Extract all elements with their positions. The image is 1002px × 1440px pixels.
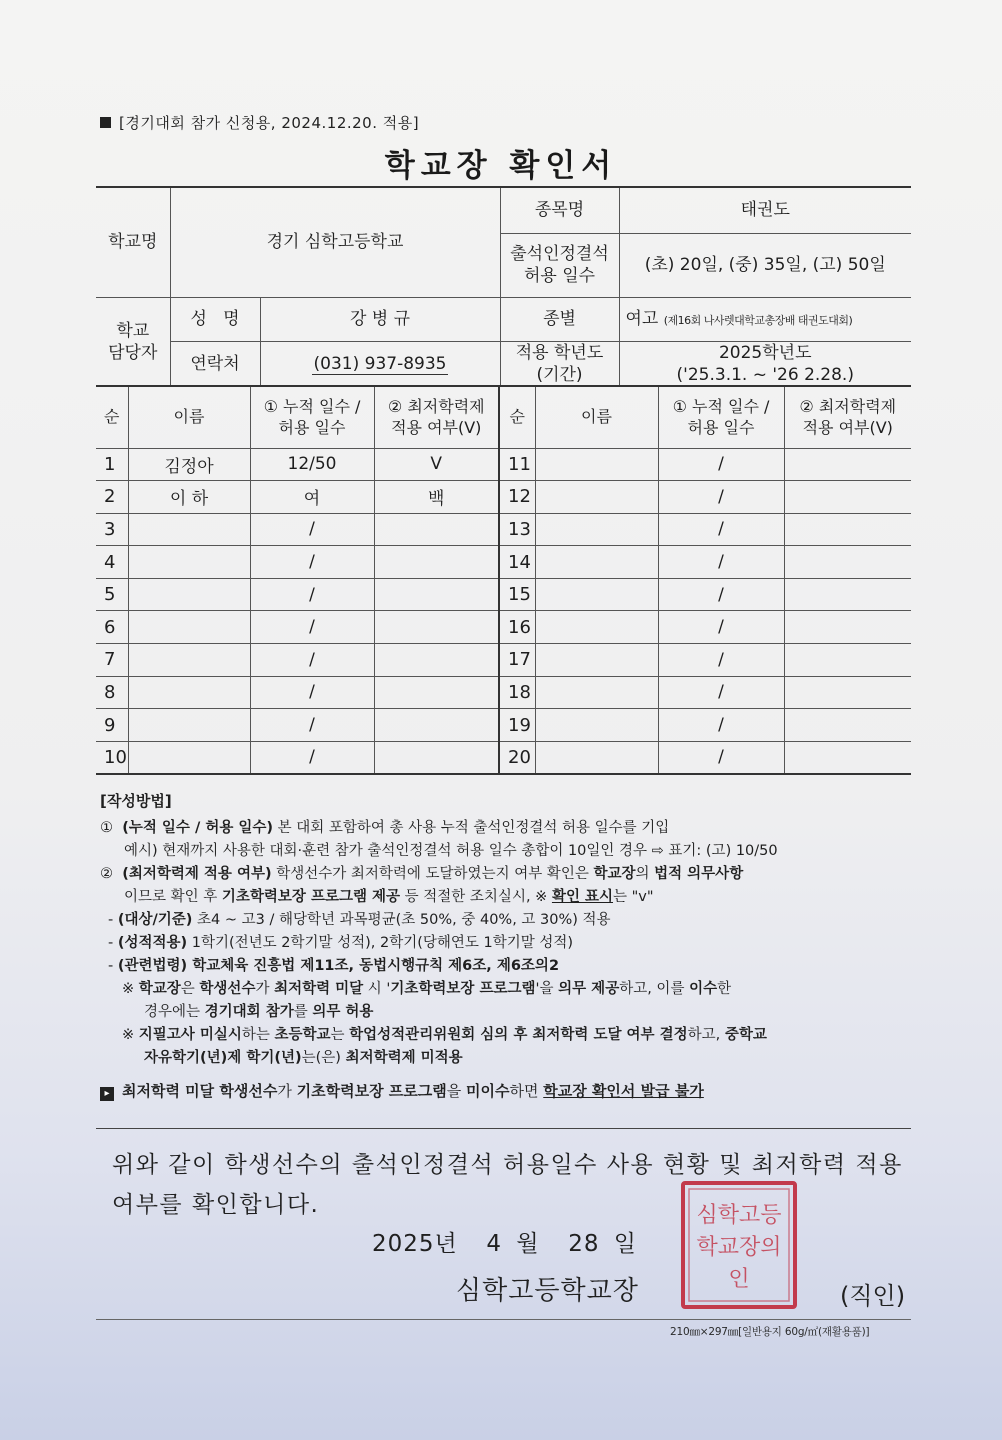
principal-title: 심학고등학교장	[456, 1276, 639, 1306]
row-name	[128, 709, 250, 742]
instruction-item-1: ① (누적 일수 / 허용 일수) 본 대회 포함하여 총 사용 누적 출석인정결석 허용 일수를 기입	[100, 820, 670, 836]
row-no: 3	[96, 513, 128, 546]
instructions	[100, 790, 915, 1103]
row-min	[374, 644, 499, 677]
event-label: 종목명	[500, 187, 619, 233]
confirmation-text: 위와 같이 학생선수의 출석인정결석 허용일수 사용 현황 및 최저학력 적용 여부를 확인합니다.	[112, 1152, 903, 1218]
instruction-grades: - (성적적용) 1학기(전년도 2학기말 성적), 2학기(당해연도 1학기말 성적)	[108, 935, 574, 951]
instruction-item-2-line2: 이므로 확인 후 기초학력보장 프로그램 제공 등 적절한 조치실시, ※ 확인 표시는 "v"	[124, 889, 654, 905]
row-days: /	[658, 611, 784, 644]
instruction-item-2: ② (최저학력제 적용 여부) 학생선수가 최저학력에 도달하였는지 여부 확인은 학교장의 법적 의무사항	[100, 866, 744, 882]
row-days: /	[658, 481, 784, 514]
instruction-ref-2-line2: 자유학기(년)제 학기(년)는(은) 최저학력제 미적용	[144, 1050, 463, 1066]
instruction-ref-1: ※ 학교장은 학생선수가 최저학력 미달 시 '기초학력보장 프로그램'을 의무 제공하고, 이를 이수한	[122, 981, 732, 997]
allow-days-label: 출석인정결석 허용 일수	[500, 233, 619, 297]
paper-spec: 210㎜×297㎜[일반용지 60g/㎡(재활용품)]	[670, 1326, 870, 1338]
row-no: 4	[96, 546, 128, 579]
issue-date: 2025년 4 월 28 일	[372, 1231, 637, 1257]
row-name	[535, 644, 658, 677]
row-name	[535, 578, 658, 611]
row-no: 15	[499, 578, 535, 611]
row-name	[535, 513, 658, 546]
row-name	[128, 644, 250, 677]
row-no: 2	[96, 481, 128, 514]
row-min	[784, 709, 911, 742]
row-no: 20	[499, 741, 535, 774]
document-title: 학교장 확인서	[384, 148, 618, 184]
staff-name-value: 강 병 규	[260, 297, 500, 341]
row-min	[784, 513, 911, 546]
row-no: 16	[499, 611, 535, 644]
seal-line-1: 심학고등	[696, 1203, 782, 1228]
row-no: 7	[96, 644, 128, 677]
row-days: /	[658, 644, 784, 677]
row-min: V	[374, 448, 499, 481]
row-no: 18	[499, 676, 535, 709]
table-row	[96, 709, 911, 742]
row-days: /	[658, 709, 784, 742]
row-days: /	[250, 676, 374, 709]
row-no: 8	[96, 676, 128, 709]
table-row	[96, 448, 911, 481]
row-min	[784, 676, 911, 709]
header-name-right: 이름	[535, 386, 658, 448]
row-days: /	[250, 644, 374, 677]
row-name	[535, 709, 658, 742]
row-min	[784, 448, 911, 481]
row-name	[535, 448, 658, 481]
row-days: /	[250, 546, 374, 579]
year-label: 적용 학년도 (기간)	[500, 341, 619, 386]
row-days: /	[250, 709, 374, 742]
row-no: 19	[499, 709, 535, 742]
instruction-target: - (대상/기준) 초4 ~ 고3 / 해당학년 과목평균(초 50%, 중 40%, 고 30%) 적용	[108, 912, 611, 928]
row-name	[535, 481, 658, 514]
seal-line-2: 학교장의	[696, 1235, 782, 1260]
row-name	[535, 546, 658, 579]
header-name-left: 이름	[128, 386, 250, 448]
staff-label: 학교 담당자	[96, 297, 170, 386]
header-days-right: ① 누적 일수 / 허용 일수	[658, 386, 784, 448]
header-min-left: ② 최저학력제 적용 여부(V)	[374, 386, 499, 448]
instructions-heading: [작성방법]	[100, 792, 172, 810]
row-days: /	[658, 546, 784, 579]
row-days: /	[250, 578, 374, 611]
row-no: 14	[499, 546, 535, 579]
arrow-box-icon: ▸	[100, 1087, 114, 1101]
staff-name-label: 성 명	[170, 297, 260, 341]
row-days: 여	[250, 481, 374, 514]
row-min	[784, 611, 911, 644]
row-min	[784, 578, 911, 611]
table-row	[96, 481, 911, 514]
table-row	[96, 578, 911, 611]
row-no: 1	[96, 448, 128, 481]
header-no-left: 순	[96, 386, 128, 448]
row-name	[535, 676, 658, 709]
row-name	[128, 546, 250, 579]
row-min	[374, 741, 499, 774]
header-note: [경기대회 참가 신청용, 2024.12.20. 적용]	[100, 112, 419, 133]
row-no: 11	[499, 448, 535, 481]
row-days: /	[658, 448, 784, 481]
row-days: 12/50	[250, 448, 374, 481]
bottom-divider	[96, 1319, 911, 1320]
seal-line-3: 인	[728, 1267, 750, 1292]
row-days: /	[250, 513, 374, 546]
school-name: 경기 심학고등학교	[170, 187, 500, 297]
event-value: 태권도	[619, 187, 911, 233]
instruction-warning: ▸ 최저학력 미달 학생선수가 기초학력보장 프로그램을 미이수하면 학교장 확인서 발급 불가	[100, 1080, 915, 1103]
roster-body	[96, 448, 911, 774]
row-no: 12	[499, 481, 535, 514]
row-min	[784, 741, 911, 774]
row-days: /	[658, 578, 784, 611]
instruction-example: 예시) 현재까지 사용한 대회·훈련 참가 출석인정결석 허용 일수 총합이 10일인 경우 ⇨ 표기: (고) 10/50	[124, 843, 778, 859]
year-value: 2025학년도 ('25.3.1. ~ '26 2.28.)	[619, 341, 911, 386]
row-days: /	[658, 741, 784, 774]
contact-label: 연락처	[170, 341, 260, 386]
instruction-law: - (관련법령) 학교체육 진흥법 제11조, 동법시행규칙 제6조, 제6조의2	[108, 958, 560, 974]
row-name	[128, 741, 250, 774]
instruction-ref-2: ※ 지필고사 미실시하는 초등학교는 학업성적관리위원회 심의 후 최저학력 도달 여부 결정하고, 중학교	[122, 1027, 767, 1043]
header-min-right: ② 최저학력제 적용 여부(V)	[784, 386, 911, 448]
row-min: 백	[374, 481, 499, 514]
table-row	[96, 644, 911, 677]
row-days: /	[250, 741, 374, 774]
row-name	[128, 676, 250, 709]
row-no: 10	[96, 741, 128, 774]
seal-label: (직인)	[840, 1282, 906, 1310]
row-name	[535, 611, 658, 644]
header-no-right: 순	[499, 386, 535, 448]
official-seal-icon	[680, 1180, 798, 1310]
athlete-roster-table	[96, 385, 911, 775]
row-min	[784, 644, 911, 677]
table-row	[96, 676, 911, 709]
row-name	[128, 611, 250, 644]
row-min	[374, 513, 499, 546]
header-days-left: ① 누적 일수 / 허용 일수	[250, 386, 374, 448]
instruction-ref-1-line2: 경우에는 경기대회 참가를 의무 허용	[144, 1004, 374, 1020]
row-days: /	[250, 611, 374, 644]
row-min	[374, 676, 499, 709]
school-label: 학교명	[96, 187, 170, 297]
row-no: 6	[96, 611, 128, 644]
row-no: 17	[499, 644, 535, 677]
row-name: 이 하	[128, 481, 250, 514]
row-min	[784, 481, 911, 514]
row-name	[128, 578, 250, 611]
row-name: 김정아	[128, 448, 250, 481]
table-row	[96, 513, 911, 546]
category-value: 여고 (제16회 나사렛대학교총장배 태권도대회)	[619, 297, 911, 341]
row-name	[128, 513, 250, 546]
row-min	[784, 546, 911, 579]
row-no: 13	[499, 513, 535, 546]
row-min	[374, 546, 499, 579]
table-row	[96, 546, 911, 579]
school-info-table	[96, 186, 911, 387]
square-bullet-icon	[100, 117, 111, 128]
row-no: 9	[96, 709, 128, 742]
row-min	[374, 709, 499, 742]
divider	[96, 1128, 911, 1129]
row-no: 5	[96, 578, 128, 611]
row-name	[535, 741, 658, 774]
table-row	[96, 741, 911, 774]
allow-days-value: (초) 20일, (중) 35일, (고) 50일	[619, 233, 911, 297]
table-row	[96, 611, 911, 644]
row-min	[374, 611, 499, 644]
category-label: 종별	[500, 297, 619, 341]
row-days: /	[658, 513, 784, 546]
row-days: /	[658, 676, 784, 709]
contact-value: (031) 937-8935	[260, 341, 500, 386]
row-min	[374, 578, 499, 611]
